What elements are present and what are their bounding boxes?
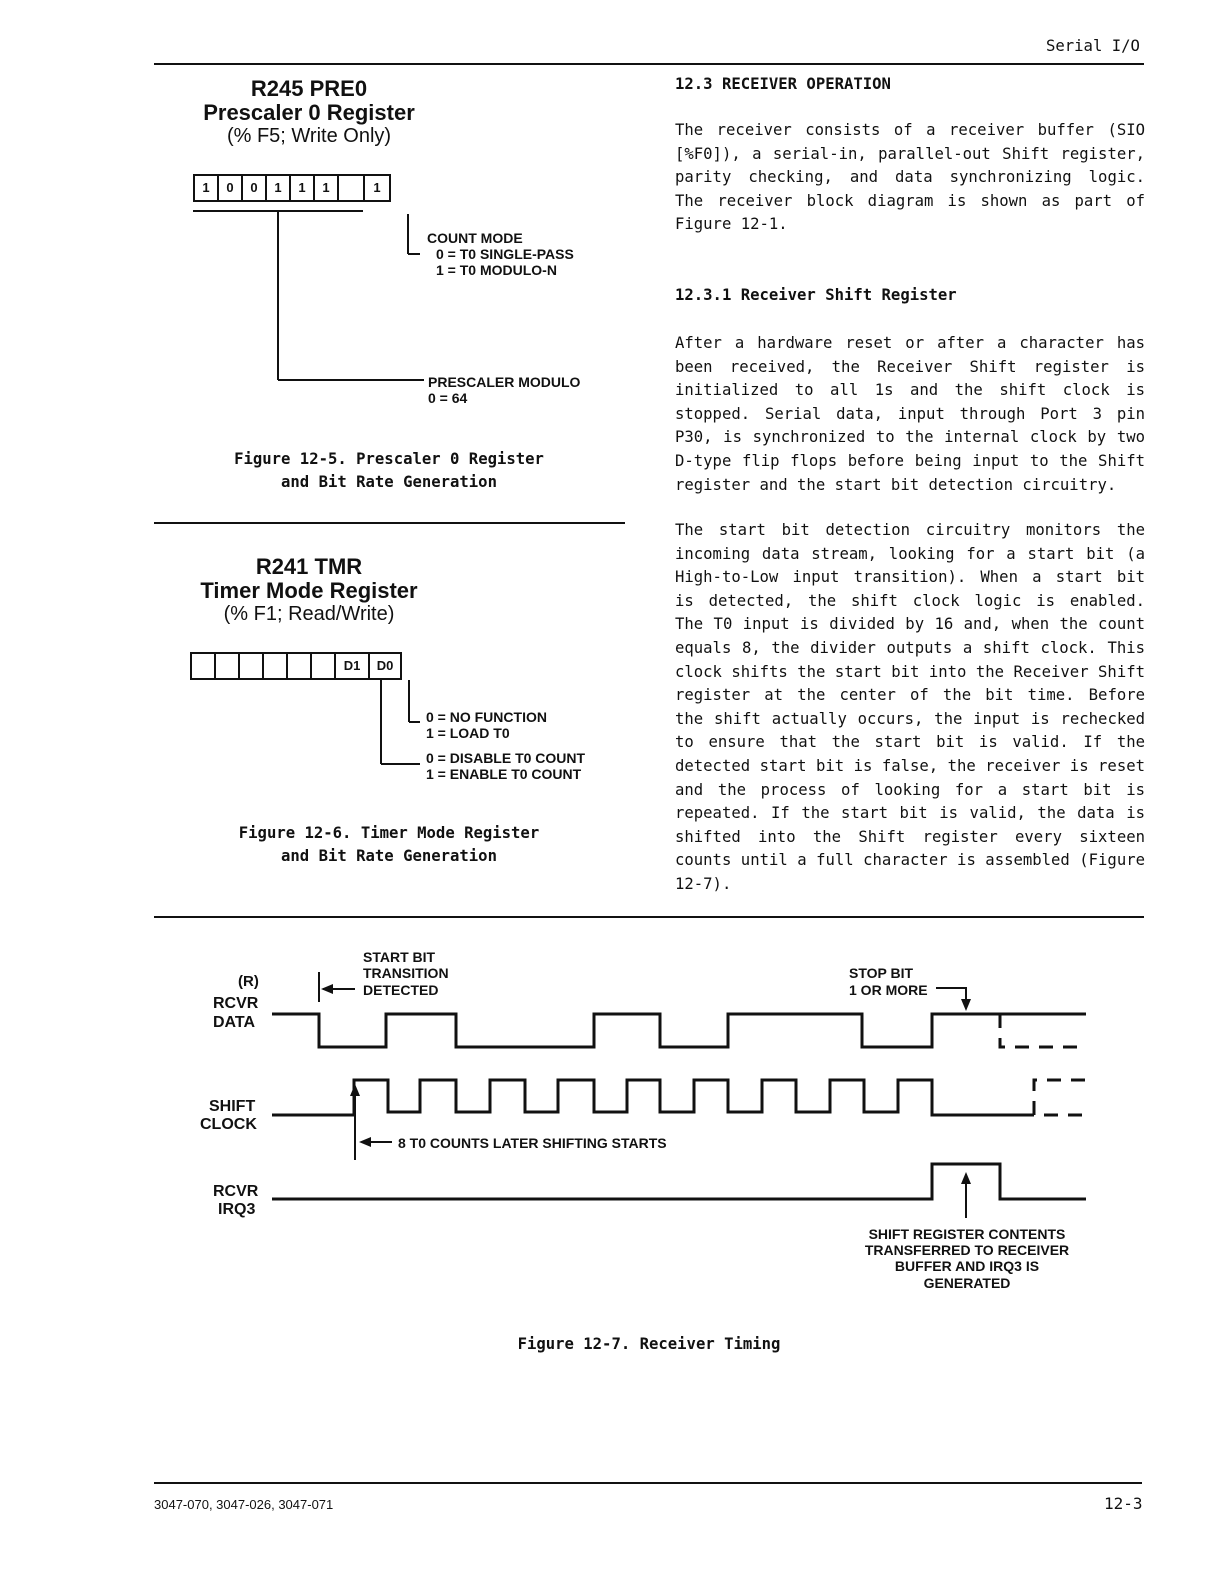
section-12-3-paragraph: The receiver consists of a receiver buffer (SIO [%F0]), a serial-in, parallel-out Shift register, parity checking, and data synchronizing logic. The receiver block diagram is shown as part of Figure 12-1. [675,121,1145,234]
start-bit-label-1: START BIT [363,949,436,965]
figure-12-6-caption-line2: and Bit Rate Generation [281,847,497,865]
rcvr-data-label-r: (R) [238,973,259,990]
tmr-bit-d1: D1 [336,654,370,678]
rcvr-data-stop-dash [1000,1014,1086,1047]
tmr-d0-opt0: 0 = NO FUNCTION [426,709,547,725]
count-mode-opt0: 0 = T0 SINGLE-PASS [436,246,574,262]
preo-bit-5: 0 [243,176,267,200]
section-12-3-heading: 12.3 RECEIVER OPERATION [675,75,891,93]
stop-bit-arrow-head [961,999,971,1011]
preo-bit-3: 1 [291,176,315,200]
preo-bit-2: 1 [315,176,339,200]
transfer-note-3: BUFFER AND IRQ3 IS [894,1258,1040,1274]
shift-clock-label-2: CLOCK [200,1116,257,1133]
count-mode-title: COUNT MODE [427,230,523,246]
shift-start-arrow-up [350,1084,360,1096]
count-mode-opt1: 1 = T0 MODULO-N [436,262,557,278]
section-12-3-1-paragraph-1: After a hardware reset or after a character has been received, the Receiver Shift register is initialized to all 1s and the shift clock is stopped. Serial data, input through Port 3 pin P30, is synchronized to the internal clock by two D-type flip flops before being input to the Shift register and the start bit detection circuitry. [675,334,1145,494]
tmr-d1-opt1: 1 = ENABLE T0 COUNT [426,766,582,782]
rcvr-data-waveform [272,1014,1086,1047]
figure-12-7-caption: Figure 12-7. Receiver Timing [517,1335,781,1353]
preo-bit-7: 1 [195,176,219,200]
figure-12-5-caption-line2: and Bit Rate Generation [281,473,497,491]
tmr-bit-d0: D0 [376,658,394,673]
transfer-note-2: TRANSFERRED TO RECEIVER [864,1242,1070,1258]
shift-clock-waveform [272,1080,1034,1115]
start-bit-label-3: DETECTED [363,982,439,998]
shift-clock-dash [1034,1080,1086,1115]
rcvr-data-label-data: DATA [213,1014,256,1031]
section-12-3-1-heading: 12.3.1 Receiver Shift Register [675,286,957,304]
preo-register-access: (% F5; Write Only) [226,125,392,147]
rcvr-irq-label-2: IRQ3 [218,1201,256,1218]
prescaler-modulo-value: 0 = 64 [428,390,468,406]
transfer-note-1: SHIFT REGISTER CONTENTS [868,1226,1066,1242]
section-12-3-1-paragraph-2: The start bit detection circuitry monitors the incoming data stream, looking for a start bit (a High-to-Low input transition). When a start bit is detected, the shift clock logic is enabled. The T0 input is divided by 16 and, when the count equals 8, the divider outputs a shift clock. This clock shifts the start bit into the Receiver Shift register at the center of the bit time. Before the shift actually occurs, the input is rechecked to ensure that the start bit is valid. If the detected start bit is false, the receiver is reset and the process of looking for a start bit is repeated. If the start bit is valid, the data is shifted into the Shift register every sixteen counts until a full character is assembled (Figure 12-7). [675,521,1145,893]
stop-bit-label-2: 1 OR MORE [849,982,928,998]
shift-note-label: 8 T0 COUNTS LATER SHIFTING STARTS [398,1135,667,1151]
rcvr-data-label-rcvr: RCVR [213,995,259,1012]
preo-bit-4: 1 [267,176,291,200]
tmr-register-name: R241 TMR [255,554,363,579]
transfer-arrow-up [961,1172,971,1184]
tmr-register-title: Timer Mode Register [200,578,418,603]
stop-bit-arrow [936,988,966,1007]
shift-clock-label-1: SHIFT [209,1098,256,1115]
footer-rule [154,1482,1142,1484]
figure-12-5-caption-line1: Figure 12-5. Prescaler 0 Register [234,450,544,468]
prescaler-modulo-title: PRESCALER MODULO [428,374,581,390]
section-header: Serial I/O [1046,37,1140,55]
tmr-d1-opt0: 0 = DISABLE T0 COUNT [426,750,586,766]
rcvr-irq-label-1: RCVR [213,1183,259,1200]
preo-bit-6: 0 [219,176,243,200]
footer-page-number: 12-3 [1104,1494,1143,1513]
preo-register-title: Prescaler 0 Register [203,100,415,125]
preo-bit-0: 1 [373,180,381,195]
transfer-note-4: GENERATED [923,1275,1011,1291]
start-bit-label-2: TRANSITION [363,965,449,981]
shift-note-arrow-head [359,1137,371,1147]
footer-doc-numbers: 3047-070, 3047-026, 3047-071 [154,1497,334,1512]
tmr-d0-opt1: 1 = LOAD T0 [426,725,510,741]
start-bit-arrow-head [321,984,333,994]
figure-12-6-caption-line1: Figure 12-6. Timer Mode Register [238,824,540,842]
stop-bit-label-1: STOP BIT [849,965,914,981]
tmr-register-access: (% F1; Read/Write) [223,603,395,625]
preo-register-name: R245 PRE0 [250,76,368,101]
